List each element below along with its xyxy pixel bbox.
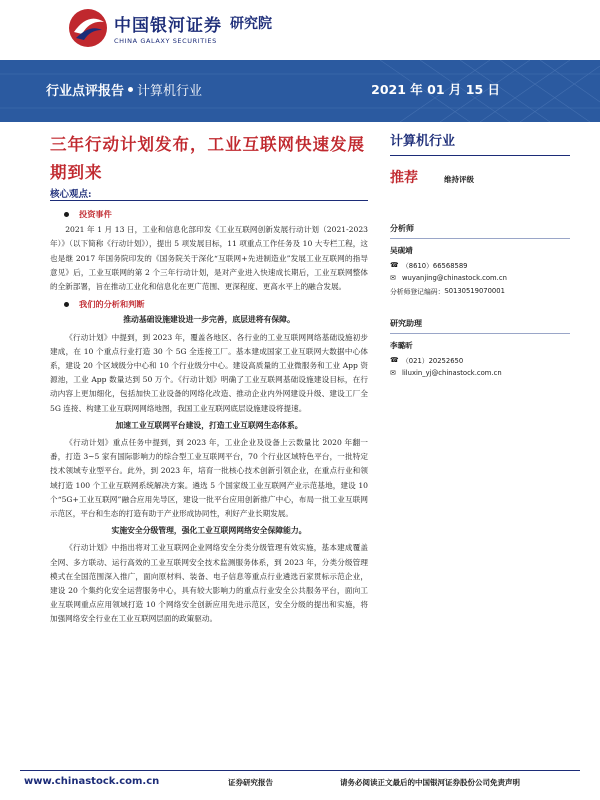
paragraph: 《行动计划》重点任务中提到，到 2023 年，工业企业及设备上云数量比 2020 年翻一番，打造 3~5 家有国际影响力的综合型工业互联网平台，70 个行业区域特色平台，一批特定技术领域专业型平台。此外，到 2023 年，培育一批核心技术创新引领企业，在重点行业和领域打造 100 个工业互联网系统解决方案。遴选 5 个国家级工业互联网产业示范基地，建设 10 个“5G+工业互联网”融合应用先导区，建设一批平台应用创新推广中心，布局一批工业互联网示范区，平台和生态的打造有助于产业形成协同性，利好产业长期发展。 <box>50 438 368 519</box>
analyst-phone: ☎ （8610）66568589 <box>390 261 468 270</box>
assistant-email[interactable]: ✉ liluxin_yj@chinastock.com.cn <box>390 369 502 377</box>
divider <box>390 238 570 239</box>
report-type: 行业点评报告 <box>46 84 125 99</box>
report-date: 2021 年 01 月 15 日 <box>371 82 500 97</box>
assistant-phone: ☎ （021）20252650 <box>390 356 464 365</box>
divider <box>390 333 570 334</box>
banner-industry: 计算机行业 <box>137 84 203 99</box>
footer-divider <box>20 770 580 771</box>
company-name-cn: 中国银河证券 <box>114 16 222 36</box>
company-logo <box>68 8 272 48</box>
paragraph: 《行动计划》中提到，到 2023 年，覆盖各地区、各行业的工业互联网网络基础设施初步建成，在 10 个重点行业打造 30 个 5G 全连接工厂。基本建成国家工业互联网大数据中心体系，建设 20 个区域级分中心和 10 个行业级分中心。建设高质量的工业微服务和工业 App 资源池，工业 App 数量达到 50 万个。《行动计划》明确了工业互联网基础设施建设目标，在行动内容上更加细化，包括加快工业设备的网络化改造、推动企业内外网建设升级、建设工厂全 5G 连接、构建工业互联网网络地图，我国工业互联网底层设施建设将提速。 <box>50 332 368 413</box>
assistant-label: 研究助理 <box>390 319 422 328</box>
analyst-name: 吴砚靖 <box>390 246 413 255</box>
sidebar <box>390 130 570 377</box>
subsection-heading: 推动基础设施建设进一步完善，底层进将有保障。 <box>123 315 295 325</box>
footer-url[interactable]: www.chinastock.com.cn <box>24 776 160 787</box>
analyst-email[interactable]: ✉ wuyanjing@chinastock.com.cn <box>390 274 507 282</box>
section-heading: 投资事件 <box>50 207 368 221</box>
report-title: 三年行动计划发布，工业互联网快速发展期到来 <box>50 135 365 182</box>
report-body <box>50 206 368 630</box>
core-views-label: 核心观点: <box>50 189 92 200</box>
paragraph: 2021 年 1 月 13 日，工业和信息化部印发《工业互联网创新发展行动计划（2021-2023 年）》（以下简称《行动计划》），提出 5 项发展目标，11 项重点工作任务及 10 大专栏工程，这也是继 2017 年国务院印发的《国务院关于深化“互联网+先进制造业”发展工业互联网的指导意见》后，工业互联网的第 2 个三年行动计划，是对产业进入快速成长期后，工业互联网整体的全新部署，旨在推动工业化和信息化在更广范围、更深程度、更高水平上的融合发展。 <box>50 225 368 292</box>
institute-label: 研究院 <box>230 16 272 32</box>
subsection-heading: 加速工业互联网平台建设，打造工业互联网生态体系。 <box>115 420 303 430</box>
divider <box>50 200 368 201</box>
phone-icon: ☎ <box>390 356 399 364</box>
email-icon: ✉ <box>390 369 396 377</box>
rating: 推荐 <box>390 170 418 186</box>
sidebar-industry: 计算机行业 <box>390 134 456 149</box>
bullet-icon <box>64 212 69 217</box>
analyst-label: 分析师 <box>390 224 414 233</box>
rating-status: 维持评级 <box>444 175 474 184</box>
email-icon: ✉ <box>390 274 396 282</box>
footer-doc-type: 证券研究报告 <box>228 778 273 787</box>
section-heading: 我们的分析和判断 <box>50 297 368 311</box>
footer-disclaimer: 请务必阅读正文最后的中国银河证券股份公司免责声明 <box>340 778 520 787</box>
paragraph: 《行动计划》中指出将对工业互联网企业网络安全分类分级管理有效实施，基本建成覆盖全网、多方联动、运行高效的工业互联网安全技术监测服务体系，到 2023 年，分类分级管理模式在全国范围深入推广，面向原材料、装备、电子信息等重点行业遴选百家贯标示范企业，建设 20 个集约化安全运营服务中心，具有较大影响力的重点行业安全公共服务平台，面向工业互联网重点应用领域打造 10 个网络安全创新应用先进示范区，安全分级的提出和实施，将加强网络安全行业在工业互联网层面的政策驱动。 <box>50 543 368 624</box>
bullet-icon <box>64 302 69 307</box>
assistant-name: 李璐昕 <box>390 341 413 350</box>
separator-dot-icon <box>128 87 133 92</box>
company-name-en: CHINA GALAXY SECURITIES <box>114 37 217 45</box>
report-banner <box>0 60 600 122</box>
galaxy-logo-icon <box>68 8 108 48</box>
analyst-cert: 分析师登记编码： S0130519070001 <box>390 287 505 296</box>
subsection-heading: 实施安全分级管理，强化工业互联网网络安全保障能力。 <box>111 526 307 536</box>
phone-icon: ☎ <box>390 261 399 269</box>
divider <box>390 155 570 156</box>
